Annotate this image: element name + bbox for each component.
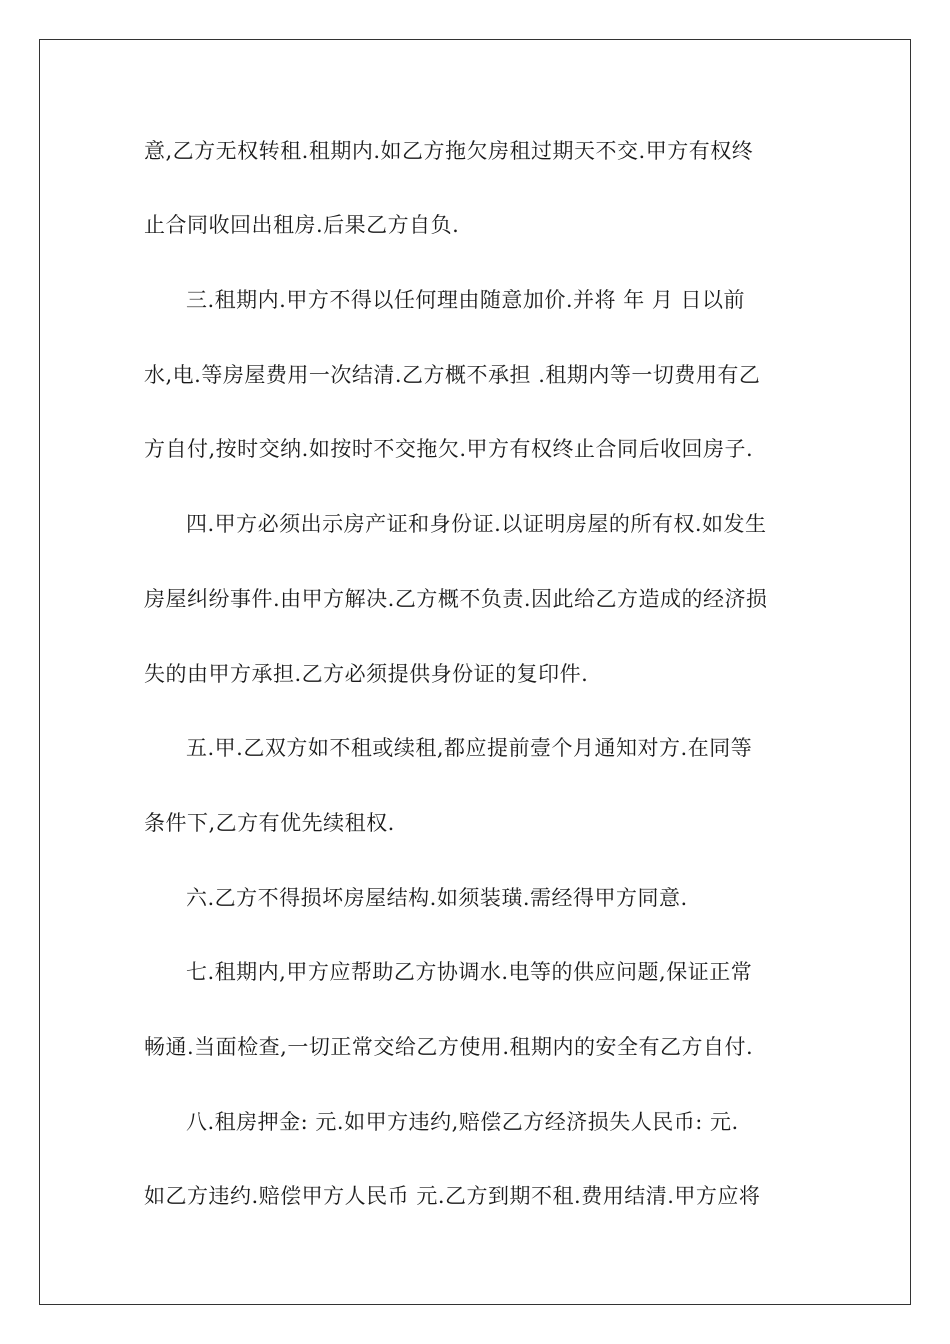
clause-8-line: 八.租房押金: 元.如甲方违约,赔偿乙方经济损失人民币: 元. [186,1110,739,1134]
clause-4-line: 四.甲方必须出示房产证和身份证.以证明房屋的所有权.如发生 [186,512,767,536]
text-line: 意,乙方无权转租.租期内.如乙方拖欠房租过期天不交.甲方有权终 [144,139,754,163]
clause-7-line: 七.租期内,甲方应帮助乙方协调水.电等的供应问题,保证正常 [186,960,753,984]
text-line: 失的由甲方承担.乙方必须提供身份证的复印件. [144,662,589,686]
text-line: 水,电.等房屋费用一次结清.乙方概不承担 .租期内等一切费用有乙 [144,363,761,387]
clause-3-line: 三.租期内.甲方不得以任何理由随意加价.并将 年 月 日以前 [186,288,746,312]
text-line: 如乙方违约.赔偿甲方人民币 元.乙方到期不租.费用结清.甲方应将 [144,1184,761,1208]
text-line: 畅通.当面检查,一切正常交给乙方使用.租期内的安全有乙方自付. [144,1035,754,1059]
text-line: 房屋纠纷事件.由甲方解决.乙方概不负责.因此给乙方造成的经济损 [144,587,768,611]
clause-5-line: 五.甲.乙双方如不租或续租,都应提前壹个月通知对方.在同等 [186,736,753,760]
text-line: 方自付,按时交纳.如按时不交拖欠.甲方有权终止合同后收回房子. [144,437,754,461]
text-line: 止合同收回出租房.后果乙方自负. [144,213,460,237]
text-line: 条件下,乙方有优先续租权. [144,811,395,835]
clause-6-line: 六.乙方不得损坏房屋结构.如须装璜.需经得甲方同意. [186,886,688,910]
